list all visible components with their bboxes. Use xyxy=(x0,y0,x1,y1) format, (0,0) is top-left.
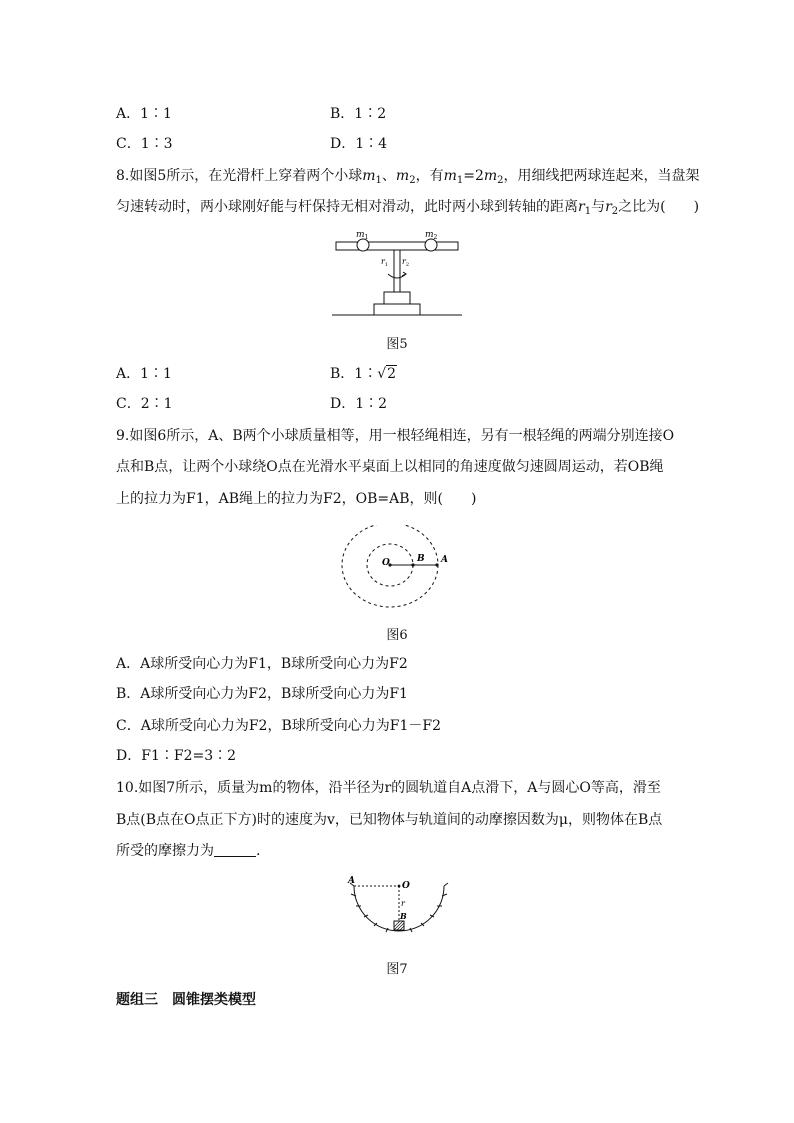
figure-7-caption: 图7 xyxy=(386,962,408,977)
label-m1: $m_1$ xyxy=(356,230,369,241)
answer-blank[interactable] xyxy=(214,842,256,857)
label-A-fig7: A xyxy=(348,876,355,886)
q8-option-d: D．1∶2 xyxy=(330,396,388,412)
figure-6-circles xyxy=(340,525,458,613)
figure-5-turntable xyxy=(330,228,466,320)
q9-option-d: D．F1∶F2=3∶2 xyxy=(116,748,237,764)
q8-option-c: C．2∶1 xyxy=(116,396,173,412)
figure-6-caption: 图6 xyxy=(386,628,408,643)
label-r1: $r_1$ xyxy=(381,257,389,268)
figure-7-circular-track xyxy=(344,872,454,942)
q8-stem-line1: 8.如图5所示，在光滑杆上穿着两个小球$m_1$、$m_2$，有$m_1=2m_2$，用细线把两球连起来，当盘架 xyxy=(116,168,700,186)
label-B: B xyxy=(417,554,425,564)
q9-option-c: C．A球所受向心力为F2，B球所受向心力为F1－F2 xyxy=(116,718,441,734)
q7-option-b: B．1∶2 xyxy=(330,106,387,122)
label-r-fig7: r xyxy=(401,899,405,908)
q9-stem-line3: 上的拉力为F1，AB绳上的拉力为F2，OB=AB，则( ) xyxy=(116,491,477,507)
label-B-fig7: B xyxy=(400,911,407,921)
label-A: A xyxy=(441,555,448,565)
q7-option-c: C．1∶3 xyxy=(116,136,173,152)
q9-stem-line1: 9.如图6所示，A、B两个小球质量相等，用一根轻绳相连，另有一根轻绳的两端分别连接O xyxy=(116,428,675,444)
label-O: O xyxy=(382,558,390,568)
label-r2: $r_2$ xyxy=(402,257,410,268)
figure-5-caption: 图5 xyxy=(386,337,408,352)
q9-stem-line2: 点和B点，让两个小球绕O点在光滑水平桌面上以相同的角速度做匀速圆周运动，若OB绳 xyxy=(116,459,664,475)
q9-option-b: B．A球所受向心力为F2，B球所受向心力为F1 xyxy=(116,686,408,702)
q8-option-a: A．1∶1 xyxy=(116,366,172,382)
label-O-fig7: O xyxy=(402,881,410,891)
section-heading: 题组三 圆锥摆类模型 xyxy=(116,992,256,1008)
label-m2: $m_2$ xyxy=(425,230,438,241)
q10-stem-line2: B点(B点在O点正下方)时的速度为v，已知物体与轨道间的动摩擦因数为μ，则物体在B点 xyxy=(116,812,663,828)
q10-stem-line1: 10.如图7所示，质量为m的物体，沿半径为r的圆轨道自A点滑下，A与圆心O等高，滑至 xyxy=(116,780,661,796)
q9-option-a: A．A球所受向心力为F1，B球所受向心力为F2 xyxy=(116,656,408,672)
q10-stem-line3: 所受的摩擦力为 . xyxy=(116,843,261,859)
q8-stem-line2: 匀速转动时，两小球刚好能与杆保持无相对滑动，此时两小球到转轴的距离$r_1$与$r_2$之比为( ) xyxy=(116,199,700,217)
q7-option-a: A．1∶1 xyxy=(116,106,172,122)
q8-option-b: B．1∶√2 xyxy=(330,366,397,382)
q7-option-d: D．1∶4 xyxy=(330,136,388,152)
